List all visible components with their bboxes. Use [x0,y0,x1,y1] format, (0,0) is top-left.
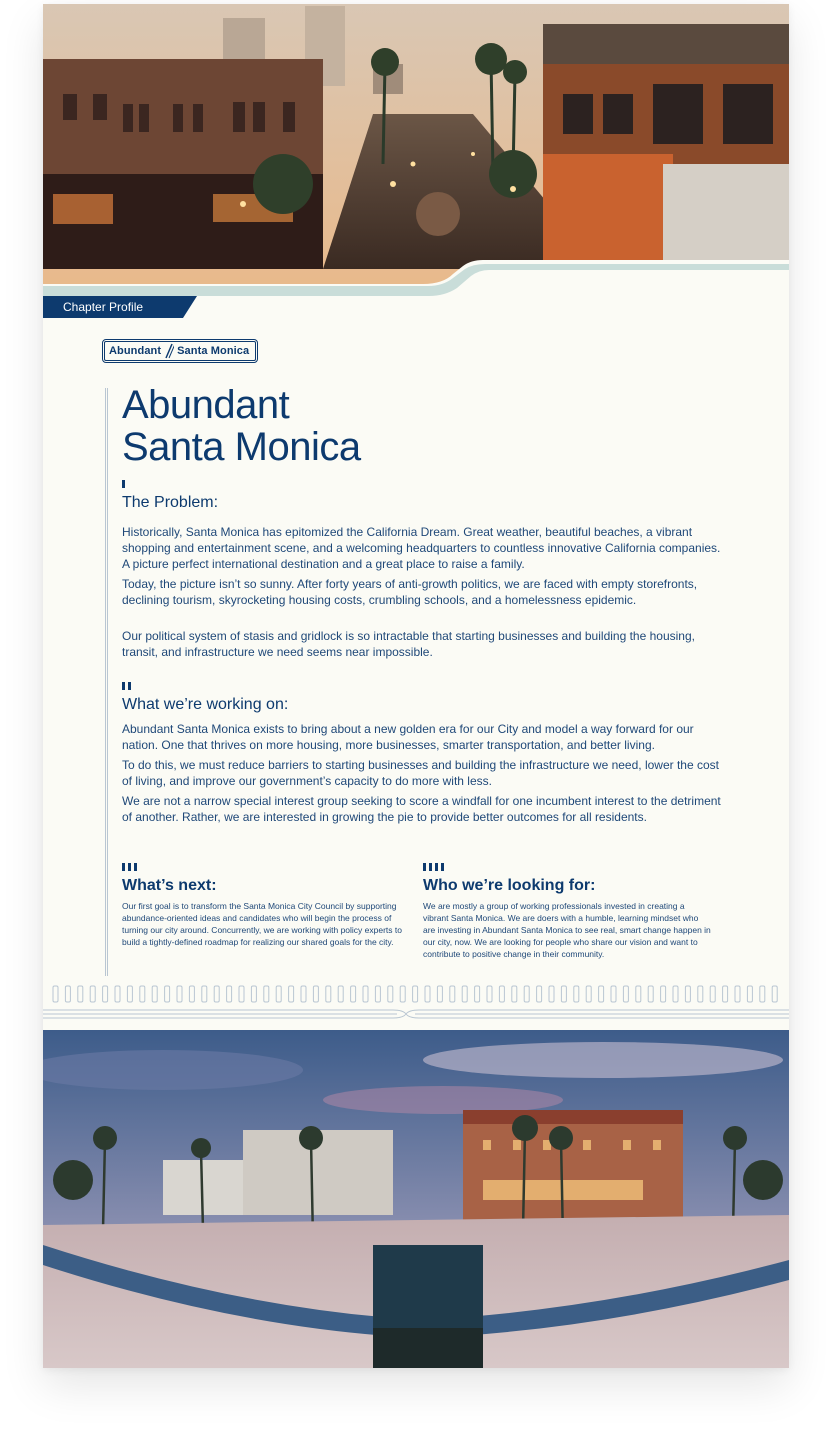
divider-tick [189,986,194,1002]
problem-heading: The Problem: [122,494,219,511]
divider-tick [301,986,306,1002]
divider-tick [723,986,728,1002]
divider-tick [648,986,653,1002]
divider-tick [611,986,616,1002]
next-heading: What’s next: [122,877,217,894]
logo-word-left: Abundant [109,345,162,357]
divider-tick [251,986,256,1002]
divider-tick [351,986,356,1002]
divider-tick [239,986,244,1002]
divider-tick [90,986,95,1002]
divider-tick [227,986,232,1002]
divider-tick [487,986,492,1002]
divider-tick [685,986,690,1002]
divider-tick [177,986,182,1002]
problem-paragraph-2: Today, the picture isn’t so sunny. After forty years of anti-growth politics, we are faced with empty storefronts, declining tourism, skyrocketing housing costs, crumbling schools, and a homelessness epidemic. [122,577,698,607]
divider-tick [363,986,368,1002]
beach-panorama-photo [43,1030,789,1368]
divider-tick [760,986,765,1002]
divider-tick [202,986,207,1002]
problem-paragraph-3: Our political system of stasis and gridlock is so intractable that starting businesses and building the housing, transit, and infrastructure we need seems near impossible. [122,629,695,659]
divider-tick [586,986,591,1002]
divider-tick [437,986,442,1002]
divider-tick [450,986,455,1002]
section-marker-3 [122,863,137,871]
divider-tick [165,986,170,1002]
divider-tick [561,986,566,1002]
divider-tick [127,986,132,1002]
divider-tick [537,986,542,1002]
divider-tick [115,986,120,1002]
divider-tick [413,986,418,1002]
divider-tick [338,986,343,1002]
divider-tick [388,986,393,1002]
chapter-profile-tab: Chapter Profile [43,296,183,318]
divider-tick [698,986,703,1002]
divider-tick [264,986,269,1002]
divider-tick [375,986,380,1002]
divider-tick [276,986,281,1002]
divider-tick [636,986,641,1002]
divider-tick [574,986,579,1002]
divider-tick [53,986,58,1002]
divider-tick [425,986,430,1002]
working-heading: What we’re working on: [122,696,289,713]
divider-tick [499,986,504,1002]
divider-tick [65,986,70,1002]
working-paragraph-2: To do this, we must reduce barriers to starting businesses and building the infrastructure we need, lower the cost of living, and improve our government’s capacity to do more with less. [122,758,719,788]
divider-tick [512,986,517,1002]
promenade-photo [43,4,789,296]
section-marker-1 [122,480,125,488]
divider-tick [103,986,108,1002]
divider-tick [772,986,777,1002]
divider-tick [661,986,666,1002]
divider-tick [140,986,145,1002]
divider-tick [599,986,604,1002]
divider-tick [400,986,405,1002]
looking-body: We are mostly a group of working professionals invested in creating a vibrant Santa Monica. We are doers with a humble, learning mindset who are investing in Abundant Santa Monica to see real, smart change happen in our city, now. We are looking for people who share our vision and want to contribute to positive change in their community. [423,901,711,959]
looking-heading: Who we’re looking for: [423,877,596,894]
divider-tick [549,986,554,1002]
chapter-tab-tip [181,296,197,318]
logo-word-right: Santa Monica [177,345,250,357]
section-marker-2 [122,682,131,690]
divider-tick [214,986,219,1002]
profile-sheet [43,4,789,1368]
divider-tick [462,986,467,1002]
title-line-2: Santa Monica [122,425,361,469]
divider-tick [524,986,529,1002]
content-vertical-rule [105,388,108,976]
divider-tick [623,986,628,1002]
abundant-santa-monica-logo [104,341,256,361]
divider-tick [326,986,331,1002]
logo-slash-icon [164,343,174,359]
title-line-1: Abundant [122,383,290,427]
next-body: Our first goal is to transform the Santa Monica City Council by supporting abundance-oriented ideas and candidates who will begin the process of turning our city around. Concurrently, we are working with policy experts to build a tightly-defined roadmap for realizing our shared goals for the city. [122,901,402,947]
section-marker-4 [423,863,444,871]
working-paragraph-3: We are not a narrow special interest group seeking to score a windfall for one incumbent interest to the detriment of another. Rather, we are interested in growing the pie to provide better outcomes for all residents. [122,794,721,824]
divider-tick [475,986,480,1002]
divider-tick [313,986,318,1002]
decorative-divider [43,984,789,1028]
divider-tick [78,986,83,1002]
divider-tick [152,986,157,1002]
divider-tick [747,986,752,1002]
divider-tick [289,986,294,1002]
divider-tick [735,986,740,1002]
page-title [122,384,361,468]
divider-tick [673,986,678,1002]
working-paragraph-1: Abundant Santa Monica exists to bring about a new golden era for our City and model a way forward for our nation. One that thrives on more housing, more businesses, smarter transportation, and better living. [122,722,694,752]
divider-tick [710,986,715,1002]
problem-paragraph-1: Historically, Santa Monica has epitomized the California Dream. Great weather, beautiful beaches, a vibrant shopping and entertainment scene, and a welcoming headquarters to countless innovative California companies. A picture perfect international destination and a great place to raise a family. [122,525,721,571]
